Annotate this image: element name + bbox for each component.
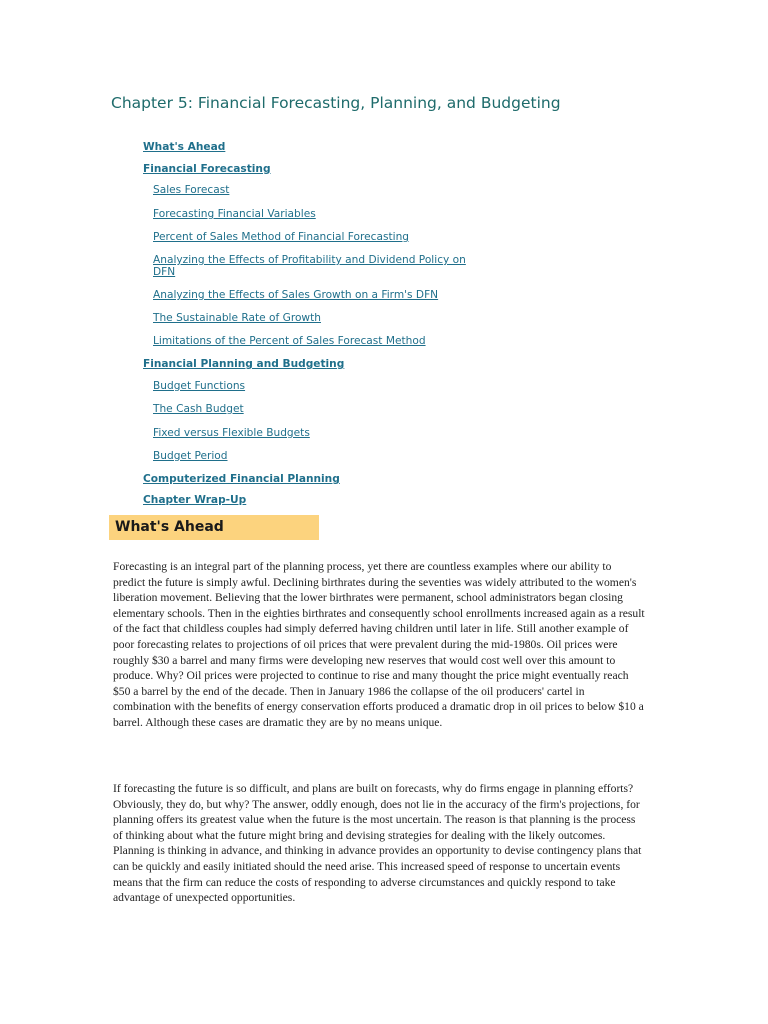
toc-link-budget-functions[interactable]: Budget Functions: [153, 380, 246, 392]
toc-link-sales-growth-dfn[interactable]: Analyzing the Effects of Sales Growth on a Firm's DFN: [153, 289, 439, 301]
toc-link-percent-of-sales-method[interactable]: Percent of Sales Method of Financial Forecasting: [153, 231, 410, 243]
toc-link-whats-ahead[interactable]: What's Ahead: [143, 141, 226, 153]
page-title: Chapter 5: Financial Forecasting, Planning, and Budgeting: [111, 94, 561, 112]
toc-link-sales-forecast[interactable]: Sales Forecast: [153, 184, 230, 196]
toc-link-profitability-dividend-dfn[interactable]: Analyzing the Effects of Profitability and Dividend Policy on DFN: [153, 254, 466, 278]
toc-link-budget-period[interactable]: Budget Period: [153, 450, 228, 462]
section-heading-whats-ahead: What's Ahead: [109, 515, 319, 540]
toc-link-forecasting-financial-variables[interactable]: Forecasting Financial Variables: [153, 208, 316, 220]
paragraph-2: If forecasting the future is so difficult, and plans are built on forecasts, why do firms engage in planning efforts? Obviously, they do, but why? The answer, oddly enough, does not lie in the accuracy of the firm's projections, for planning offers its greatest value when the future is the most uncertain. The reason is that planning is the process of thinking about what the future might bring and devising strategies for dealing with the likely outcomes. Planning is thinking in advance, and thinking in advance provides an opportunity to devise contingency plans that can be quickly and easily initiated should the need arise. This increased speed of response to uncertain events means that the firm can reduce the costs of responding to adverse circumstances and quickly respond to take advantage of unexpected opportunities.: [113, 782, 642, 905]
toc-link-planning-budgeting[interactable]: Financial Planning and Budgeting: [143, 358, 345, 370]
paragraph-1: Forecasting is an integral part of the planning process, yet there are countless examples where our ability to predict the future is simply awful. Declining birthrates during the seventies was widely attributed to the women's liberation movement. Believing that the lower birthrates were permanent, school administrators began closing elementary schools. Then in the eighties birthrates and consequently school enrollments increased again as a result of the fact that childless couples had simply deferred having children until later in life. Still another example of poor forecasting relates to projections of oil prices that were prevalent during the mid-1980s. Oil prices were roughly $30 a barrel and many firms were developing new reserves that would cost well over this amount to produce. Why? Oil prices were projected to continue to rise and many thought the price might eventually reach $50 a barrel by the end of the decade. Then in January 1986 the collapse of the oil producers' cartel in combination with the benefits of energy conservation efforts produced a dramatic drop in oil prices to below $10 a barrel. Although these cases are dramatic they are by no means unique.: [113, 560, 645, 729]
toc-link-cash-budget[interactable]: The Cash Budget: [153, 403, 244, 415]
toc-link-computerized-planning[interactable]: Computerized Financial Planning: [143, 473, 340, 485]
toc-link-sustainable-growth[interactable]: The Sustainable Rate of Growth: [153, 312, 321, 324]
toc-link-fixed-flexible-budgets[interactable]: Fixed versus Flexible Budgets: [153, 427, 310, 439]
toc-link-financial-forecasting[interactable]: Financial Forecasting: [143, 163, 271, 175]
toc-link-chapter-wrap-up[interactable]: Chapter Wrap-Up: [143, 494, 247, 506]
toc-link-limitations[interactable]: Limitations of the Percent of Sales Forecast Method: [153, 335, 426, 347]
